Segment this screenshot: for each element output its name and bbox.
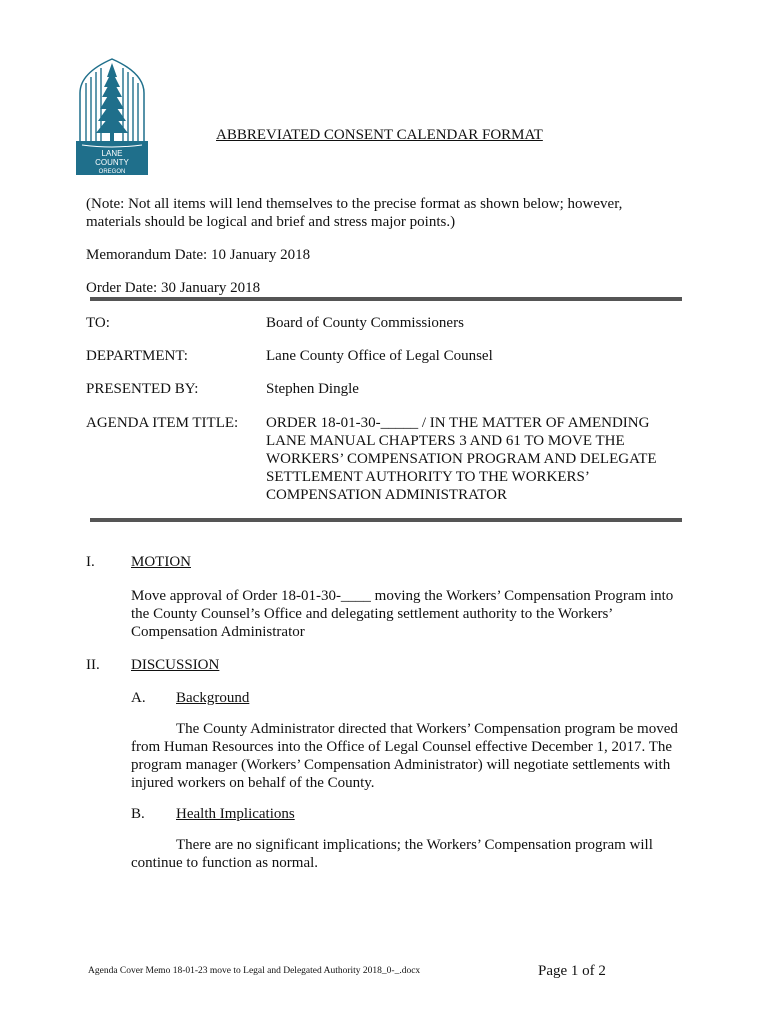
background-line-1: The County Administrator directed that Workers’ Compensation program be moved	[176, 721, 678, 737]
field-label-presented-by: PRESENTED BY:	[86, 381, 199, 397]
order-date: Order Date: 30 January 2018	[86, 280, 261, 296]
discussion-heading: DISCUSSION	[131, 657, 220, 673]
motion-numeral: I.	[86, 554, 95, 570]
field-value-department: Lane County Office of Legal Counsel	[266, 348, 493, 364]
logo-line-3: OREGON	[98, 169, 126, 175]
field-value-presented-by: Stephen Dingle	[266, 381, 359, 397]
agenda-title-line-2: LANE MANUAL CHAPTERS 3 AND 61 TO MOVE THE	[266, 433, 625, 449]
motion-line-1: Move approval of Order 18-01-30-____ moving the Workers’ Compensation Program into	[131, 588, 674, 604]
agenda-title-line-5: COMPENSATION ADMINISTRATOR	[266, 487, 508, 503]
agenda-title-line-1: ORDER 18-01-30-_____ / IN THE MATTER OF AMENDING	[266, 415, 650, 431]
footer-filename: Agenda Cover Memo 18-01-23 move to Legal and Delegated Authority 2018_0-_.docx	[88, 966, 421, 976]
top-divider	[90, 297, 682, 301]
background-heading: Background	[176, 690, 250, 706]
memorandum-date: Memorandum Date: 10 January 2018	[86, 247, 311, 263]
note-line-1: (Note: Not all items will lend themselves to the precise format as shown below; however,	[86, 196, 623, 212]
background-line-3: program manager (Workers’ Compensation Administrator) will negotiate settlements with	[131, 757, 671, 773]
health-heading: Health Implications	[176, 806, 295, 822]
motion-heading: MOTION	[131, 554, 191, 570]
background-line-2: from Human Resources into the Office of Legal Counsel effective December 1, 2017. The	[131, 739, 673, 755]
health-line-2: continue to function as normal.	[131, 855, 319, 871]
footer-page-number: Page 1 of 2	[538, 963, 606, 979]
note-line-2: materials should be logical and brief and stress major points.)	[86, 214, 456, 230]
discussion-numeral: II.	[86, 657, 100, 673]
bottom-divider	[90, 518, 682, 522]
lane-county-logo	[76, 57, 148, 175]
field-label-department: DEPARTMENT:	[86, 348, 188, 364]
logo-line-1: LANE	[101, 149, 123, 158]
background-letter: A.	[131, 690, 146, 706]
motion-line-3: Compensation Administrator	[131, 624, 305, 640]
background-line-4: injured workers on behalf of the County.	[131, 775, 375, 791]
field-value-to: Board of County Commissioners	[266, 315, 464, 331]
motion-line-2: the County Counsel’s Office and delegating settlement authority to the Workers’	[131, 606, 614, 622]
health-line-1: There are no significant implications; the Workers’ Compensation program will	[176, 837, 653, 853]
health-letter: B.	[131, 806, 145, 822]
agenda-title-line-4: SETTLEMENT AUTHORITY TO THE WORKERS’	[266, 469, 590, 485]
agenda-title-line-3: WORKERS’ COMPENSATION PROGRAM AND DELEGATE	[266, 451, 657, 467]
logo-line-2: COUNTY	[95, 158, 129, 167]
field-label-to: TO:	[86, 315, 110, 331]
field-label-agenda-item-title: AGENDA ITEM TITLE:	[86, 415, 239, 431]
document-title: ABBREVIATED CONSENT CALENDAR FORMAT	[216, 127, 543, 143]
